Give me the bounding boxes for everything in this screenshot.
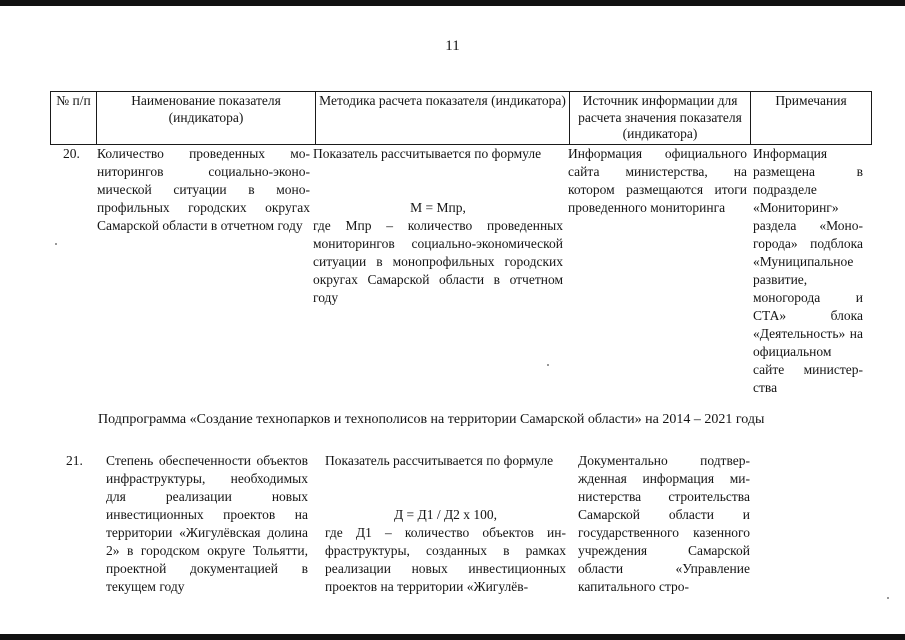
row-20-method-intro: Показатель рассчитывается по формуле xyxy=(313,146,542,161)
row-21-formula: Д = Д1 / Д2 х 100, xyxy=(393,507,498,522)
header-source: Источник информации для расчета значения показателя (индикатора) xyxy=(570,92,751,145)
row-20-source: Информация официального сайта министерства, на котором размещаются итоги проведенного мониторинга xyxy=(568,146,747,215)
scan-speck xyxy=(887,597,889,599)
row-20-notes: Информация размещена в подразделе «Мониторинг» раздела «Моногорода» подблока «Муниципальное развитие, моногорода и СТА» блока «Деятельность» на официальном сайте министерства xyxy=(753,146,863,395)
header-method: Методика расчета показателя (индикатора) xyxy=(316,92,570,145)
top-border xyxy=(0,0,905,6)
bottom-border xyxy=(0,634,905,640)
row-20-indicator-name: Количество проведенных мониторингов социально-экономической ситуации в монопрофильных городских округах Самарской области в отчетном году xyxy=(97,146,310,233)
row-21-number: 21. xyxy=(66,453,83,468)
row-20-method-description: где Мпр – количество проведенных мониторингов социально-экономической ситуации в монопрофильных городских округах Самарской области в отчетном году xyxy=(313,218,563,305)
row-21-method-intro: Показатель рассчитывается по формуле xyxy=(325,453,554,468)
scan-speck xyxy=(55,243,57,245)
header-name: Наименование показателя (индикатора) xyxy=(97,92,316,145)
row-21-indicator-name: Степень обеспеченности объектов инфраструктуры, необходимых для реализации новых инвестиционных проектов на территории «Жигулёвская долина 2» в городском округе Тольятти, проектной документацией в текущем году xyxy=(106,453,308,594)
header-num: № п/п xyxy=(51,92,97,145)
subprogram-heading: Подпрограмма «Создание технопарков и технополисов на территории Самарской области» на 2014 – 2021 годы xyxy=(98,412,765,427)
page-number: 11 xyxy=(445,38,460,54)
table-header xyxy=(50,91,872,145)
row-20-formula: М = Мпр, xyxy=(410,200,466,215)
scan-speck xyxy=(547,364,549,366)
row-21-source: Документально подтвержденная информация министерства строительства Самарской области и государственного казенного учреждения Самарской области «Управление капитального стро- xyxy=(578,453,750,594)
row-20-number: 20. xyxy=(63,146,80,161)
row-21-method-description: где Д1 – количество объектов инфраструктуры, созданных в рамках реализации новых инвестиционных проектов на территории «Жигулёв- xyxy=(325,525,566,594)
header-notes: Примечания xyxy=(751,92,872,145)
